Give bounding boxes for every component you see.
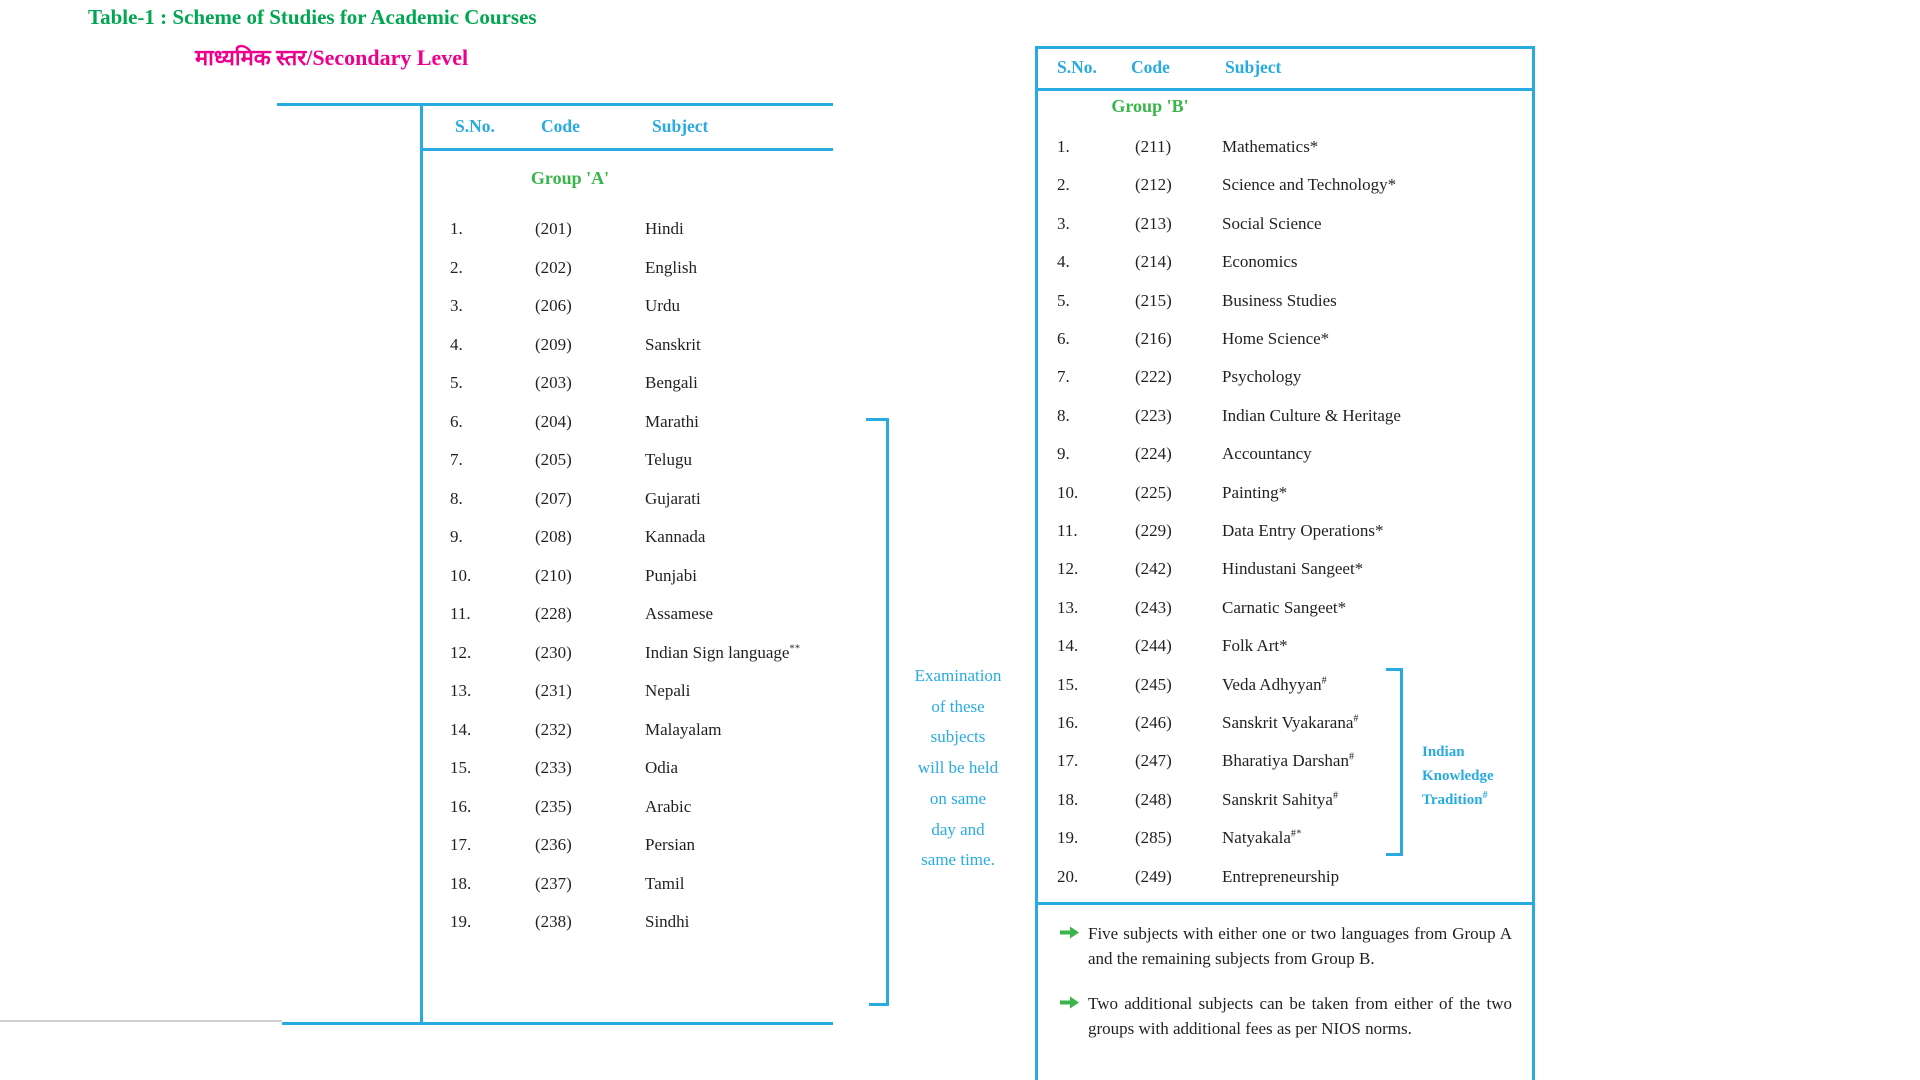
cell-sno: 17. [450, 835, 472, 854]
footnote-text: Two additional subjects can be taken from either of the two groups with additional fees as per NIOS norms. [1088, 994, 1512, 1038]
cell-sno: 9. [450, 527, 463, 546]
cell-subject: Bengali [645, 373, 698, 392]
cell-code: (203) [535, 373, 572, 392]
cell-code: (208) [535, 527, 572, 546]
cell-code: (215) [1135, 291, 1172, 310]
table-row [1057, 137, 1477, 161]
cell-subject: Sanskrit Vyakarana# [1222, 713, 1359, 732]
cell-subject: Accountancy [1222, 444, 1312, 463]
cell-code: (245) [1135, 675, 1172, 694]
cell-code: (210) [535, 566, 572, 585]
right-header-subject: Subject [1225, 57, 1282, 77]
arrow-bullet-icon [1060, 996, 1080, 1014]
cell-code: (202) [535, 258, 572, 277]
table-row [450, 219, 870, 243]
cell-subject: Punjabi [645, 566, 697, 585]
table-row [450, 335, 870, 359]
cell-subject: Social Science [1222, 214, 1322, 233]
cell-sno: 14. [1057, 636, 1079, 655]
cell-code: (225) [1135, 483, 1172, 502]
cell-code: (209) [535, 335, 572, 354]
cell-code: (207) [535, 489, 572, 508]
table-row [1057, 790, 1477, 814]
cell-code: (212) [1135, 175, 1172, 194]
group-b-label: Group 'B' [1111, 96, 1189, 116]
cell-sno: 5. [1057, 291, 1070, 310]
table-row [450, 450, 870, 474]
exam-note [890, 661, 1026, 876]
table-row [1057, 828, 1477, 852]
left-header-code: Code [541, 116, 580, 136]
cell-code: (230) [535, 643, 572, 662]
cell-code: (224) [1135, 444, 1172, 463]
cell-sno: 19. [1057, 828, 1079, 847]
note-line: will be held [917, 758, 999, 778]
cell-sno: 15. [450, 758, 472, 777]
cell-sno: 9. [1057, 444, 1070, 463]
cell-code: (228) [535, 604, 572, 623]
cell-subject: Natyakala#* [1222, 828, 1302, 847]
table-row [1057, 444, 1477, 468]
cell-sno: 10. [450, 566, 472, 585]
cell-code: (222) [1135, 367, 1172, 386]
cell-code: (237) [535, 874, 572, 893]
cell-code: (233) [535, 758, 572, 777]
cell-subject: Psychology [1222, 367, 1302, 386]
cell-sno: 6. [450, 412, 463, 431]
table-row [1057, 559, 1477, 583]
cell-sno: 19. [450, 912, 472, 931]
cell-code: (213) [1135, 214, 1172, 233]
note-line: subjects [930, 727, 986, 747]
cell-code: (235) [535, 797, 572, 816]
table-row [1057, 175, 1477, 199]
left-header-subject: Subject [652, 116, 709, 136]
table-row [450, 797, 870, 821]
table-row [450, 527, 870, 551]
cell-sno: 3. [1057, 214, 1070, 233]
table-row [1057, 406, 1477, 430]
left-table-top-border [277, 103, 833, 106]
cell-code: (223) [1135, 406, 1172, 425]
left-table-header-underline [420, 148, 833, 151]
cell-sno: 20. [1057, 867, 1079, 886]
cell-sno: 12. [1057, 559, 1079, 578]
cell-code: (216) [1135, 329, 1172, 348]
cell-subject: Indian Sign language** [645, 643, 801, 662]
cell-sno: 4. [450, 335, 463, 354]
cell-code: (205) [535, 450, 572, 469]
cell-code: (231) [535, 681, 572, 700]
table-row [450, 489, 870, 513]
table-row [450, 412, 870, 436]
cell-code: (246) [1135, 713, 1172, 732]
cell-code: (238) [535, 912, 572, 931]
cell-subject: Odia [645, 758, 679, 777]
cell-subject: Sanskrit Sahitya# [1222, 790, 1339, 809]
cell-code: (201) [535, 219, 572, 238]
right-bracket-bottom-arm [1386, 853, 1400, 856]
cell-sno: 13. [1057, 598, 1079, 617]
table-row [1057, 675, 1477, 699]
cell-subject: Sindhi [645, 912, 690, 931]
right-header-sno: S.No. [1057, 57, 1097, 77]
cell-code: (211) [1135, 137, 1172, 156]
table-row [1057, 483, 1477, 507]
cell-code: (285) [1135, 828, 1172, 847]
left-header-sno: S.No. [455, 116, 495, 136]
cell-code: (247) [1135, 751, 1172, 770]
cell-sno: 3. [450, 296, 463, 315]
page-edge-line [0, 1020, 282, 1022]
arrow-bullet-icon [1060, 926, 1080, 944]
table-row [1057, 751, 1477, 775]
cell-sno: 11. [1057, 521, 1078, 540]
cell-subject: Hindustani Sangeet* [1222, 559, 1364, 578]
page-title: Table-1 : Scheme of Studies for Academic Courses [88, 5, 537, 29]
cell-subject: Nepali [645, 681, 691, 700]
table-row [450, 874, 870, 898]
cell-sno: 12. [450, 643, 472, 662]
cell-sno: 7. [1057, 367, 1070, 386]
cell-subject: Home Science* [1222, 329, 1330, 348]
note-line: same time. [921, 850, 995, 870]
table-row [450, 566, 870, 590]
cell-subject: Marathi [645, 412, 699, 431]
cell-code: (242) [1135, 559, 1172, 578]
table-row [1057, 252, 1477, 276]
table-row [450, 296, 870, 320]
left-bracket-top-arm [866, 418, 886, 421]
note-line: Examination [914, 666, 1002, 685]
side-note-line: Tradition# [1422, 790, 1489, 808]
cell-sno: 1. [450, 219, 463, 238]
table-row [450, 258, 870, 282]
table-row [450, 373, 870, 397]
cell-code: (206) [535, 296, 572, 315]
cell-sno: 18. [450, 874, 472, 893]
cell-sno: 8. [1057, 406, 1070, 425]
note-line: day and [931, 819, 985, 839]
table-row [1057, 367, 1477, 391]
footnote-text: Five subjects with either one or two languages from Group A and the remaining subjects from Group B. [1088, 924, 1512, 968]
cell-sno: 10. [1057, 483, 1079, 502]
right-bracket-top-arm [1386, 668, 1400, 671]
cell-subject: Malayalam [645, 720, 722, 739]
right-table-separator [1035, 902, 1535, 905]
cell-sno: 14. [450, 720, 472, 739]
cell-subject: Folk Art* [1222, 636, 1288, 655]
table-row [450, 643, 870, 667]
table-row [450, 758, 870, 782]
cell-code: (232) [535, 720, 572, 739]
cell-subject: Painting* [1222, 483, 1288, 502]
left-bracket-bottom-arm [869, 1003, 886, 1006]
cell-code: (249) [1135, 867, 1172, 886]
cell-subject: Arabic [645, 797, 692, 816]
cell-sno: 16. [450, 797, 472, 816]
right-table-header-underline [1035, 88, 1535, 91]
cell-subject: Entrepreneurship [1222, 867, 1340, 886]
table-row [1057, 598, 1477, 622]
cell-sno: 1. [1057, 137, 1070, 156]
cell-subject: Sanskrit [645, 335, 701, 354]
cell-sno: 6. [1057, 329, 1070, 348]
cell-code: (248) [1135, 790, 1172, 809]
cell-subject: Assamese [645, 604, 713, 623]
cell-subject: Urdu [645, 296, 680, 315]
cell-sno: 2. [1057, 175, 1070, 194]
table-row [450, 681, 870, 705]
cell-code: (236) [535, 835, 572, 854]
table-row [450, 604, 870, 628]
cell-sno: 7. [450, 450, 463, 469]
cell-subject: Tamil [645, 874, 685, 893]
cell-subject: Telugu [645, 450, 692, 469]
cell-code: (243) [1135, 598, 1172, 617]
note-line: of these [931, 696, 985, 716]
cell-code: (204) [535, 412, 572, 431]
table-row [1057, 214, 1477, 238]
cell-code: (214) [1135, 252, 1172, 271]
cell-sno: 2. [450, 258, 463, 277]
cell-subject: Carnatic Sangeet* [1222, 598, 1347, 617]
table-row [1057, 636, 1477, 660]
cell-subject: Bharatiya Darshan# [1222, 751, 1355, 770]
cell-subject: Data Entry Operations* [1222, 521, 1384, 540]
cell-code: (229) [1135, 521, 1172, 540]
cell-subject: Indian Culture & Heritage [1222, 406, 1401, 425]
table-row [1057, 329, 1477, 353]
cell-sno: 8. [450, 489, 463, 508]
table-row [450, 720, 870, 744]
table-row [450, 835, 870, 859]
cell-subject: Gujarati [645, 489, 701, 508]
cell-sno: 15. [1057, 675, 1079, 694]
table-row [1057, 291, 1477, 315]
footnote-item [1060, 921, 1512, 971]
cell-subject: Hindi [645, 219, 684, 238]
cell-subject: Veda Adhyyan# [1222, 675, 1328, 694]
cell-subject: Business Studies [1222, 291, 1337, 310]
table-row [450, 912, 870, 936]
indian-knowledge-tradition-note [1422, 740, 1532, 812]
cell-subject: English [645, 258, 697, 277]
cell-sno: 5. [450, 373, 463, 392]
cell-sno: 13. [450, 681, 472, 700]
table-row [1057, 867, 1477, 891]
footnote-item [1060, 991, 1512, 1041]
cell-subject: Persian [645, 835, 696, 854]
cell-subject: Economics [1222, 252, 1298, 271]
left-table-bottom-border [282, 1022, 833, 1025]
cell-subject: Science and Technology* [1222, 175, 1397, 194]
table-row [1057, 713, 1477, 737]
note-line: on same [929, 788, 987, 808]
side-note-line: Knowledge [1422, 768, 1494, 784]
cell-sno: 17. [1057, 751, 1079, 770]
cell-sno: 18. [1057, 790, 1079, 809]
cell-subject: Mathematics* [1222, 137, 1319, 156]
left-table-left-border [420, 103, 423, 1025]
right-bracket-vertical [1400, 668, 1403, 856]
cell-subject: Kannada [645, 527, 706, 546]
group-a-label: Group 'A' [530, 168, 610, 188]
left-bracket-vertical [886, 418, 889, 1006]
right-header-code: Code [1131, 57, 1170, 77]
side-note-line: Indian [1422, 744, 1465, 760]
table-row [1057, 521, 1477, 545]
cell-code: (244) [1135, 636, 1172, 655]
cell-sno: 11. [450, 604, 471, 623]
cell-sno: 16. [1057, 713, 1079, 732]
cell-sno: 4. [1057, 252, 1070, 271]
secondary-level-heading: माध्यमिक स्तर/Secondary Level [195, 45, 469, 70]
